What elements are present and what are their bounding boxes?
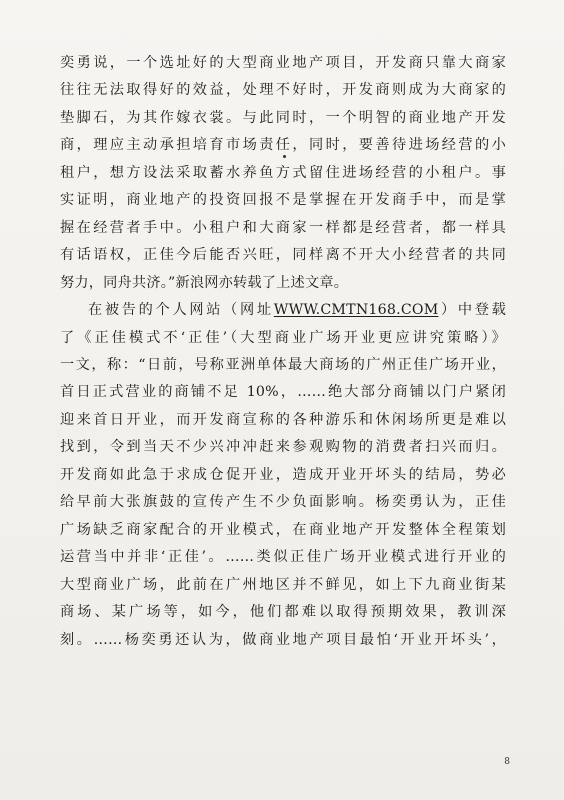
text-line: 广场缺乏商家配合的开业模式，在商业地产开发整体全程策划	[60, 521, 506, 538]
text-line: 垫脚石，为其作嫁衣裳。与此同时，一个明智的商业地产开发	[60, 109, 506, 126]
text-line: 商场、某广场等，如今，他们都难以取得预期效果，教训深	[60, 604, 506, 621]
text-line: 商，理应主动承担培育市场责任，同时，要善待进场经营的小	[60, 137, 506, 154]
text-line: 有话语权，正佳今后能否兴旺，同样离不开大小经营者的共同	[60, 247, 506, 264]
text-line: 刻。……杨奕勇还认为，做商业地产项目最怕‘开业开坏头’，	[60, 631, 506, 648]
text-fragment: 在被告的个人网站（网址	[88, 302, 274, 319]
text-line: 迎来首日开业，而开发商宣称的各种游乐和休闲场所更是难以	[60, 411, 506, 428]
text-line: 大型商业广场，此前在广州地区并不鲜见，如上下九商业街某	[60, 576, 506, 593]
text-line: 租户，想方设法采取蓄水养鱼方式留住进场经营的小租户。事	[60, 164, 506, 181]
text-line: 开发商如此急于求成仓促开业，造成开业开坏头的结局，势必	[60, 466, 506, 483]
text-line: 奕勇说，一个选址好的大型商业地产项目，开发商只靠大商家	[60, 55, 506, 71]
document-body	[60, 50, 506, 654]
paragraph-1	[60, 50, 506, 297]
text-line: 一文，称：“日前，号称亚洲单体最大商场的广州正佳广场开业，	[60, 356, 506, 373]
text-line: 首日正式营业的商铺不足 10%，……绝大部分商铺以门户紧闭	[60, 384, 506, 401]
text-fragment: ）中登载	[438, 302, 506, 319]
scan-speck	[283, 155, 286, 158]
text-line-url	[60, 297, 506, 324]
text-line: 找到，令到当天不少兴冲冲赶来参观购物的消费者扫兴而归。	[60, 439, 506, 456]
text-line: 往往无法取得好的效益，处理不好时，开发商则成为大商家的	[60, 82, 506, 99]
website-url-link[interactable]: WWW.CMTN168.COM	[273, 302, 439, 319]
paragraph-2	[60, 297, 506, 654]
text-line: 了《正佳模式不‘正佳’（大型商业广场开业更应讲究策略）》	[60, 329, 506, 346]
text-line: 握在经营者手中。小租户和大商家一样都是经营者，都一样具	[60, 219, 506, 236]
text-line: 努力，同舟共济。”新浪网亦转载了上述文章。	[60, 274, 349, 291]
text-line: 运营当中并非‘正佳’。……类似正佳广场开业模式进行开业的	[60, 549, 506, 566]
page-number: 8	[504, 757, 510, 767]
text-line: 实证明，商业地产的投资回报不是掌握在开发商手中，而是掌	[60, 192, 506, 209]
text-line: 给早前大张旗鼓的宣传产生不少负面影响。杨奕勇认为，正佳	[60, 494, 506, 511]
